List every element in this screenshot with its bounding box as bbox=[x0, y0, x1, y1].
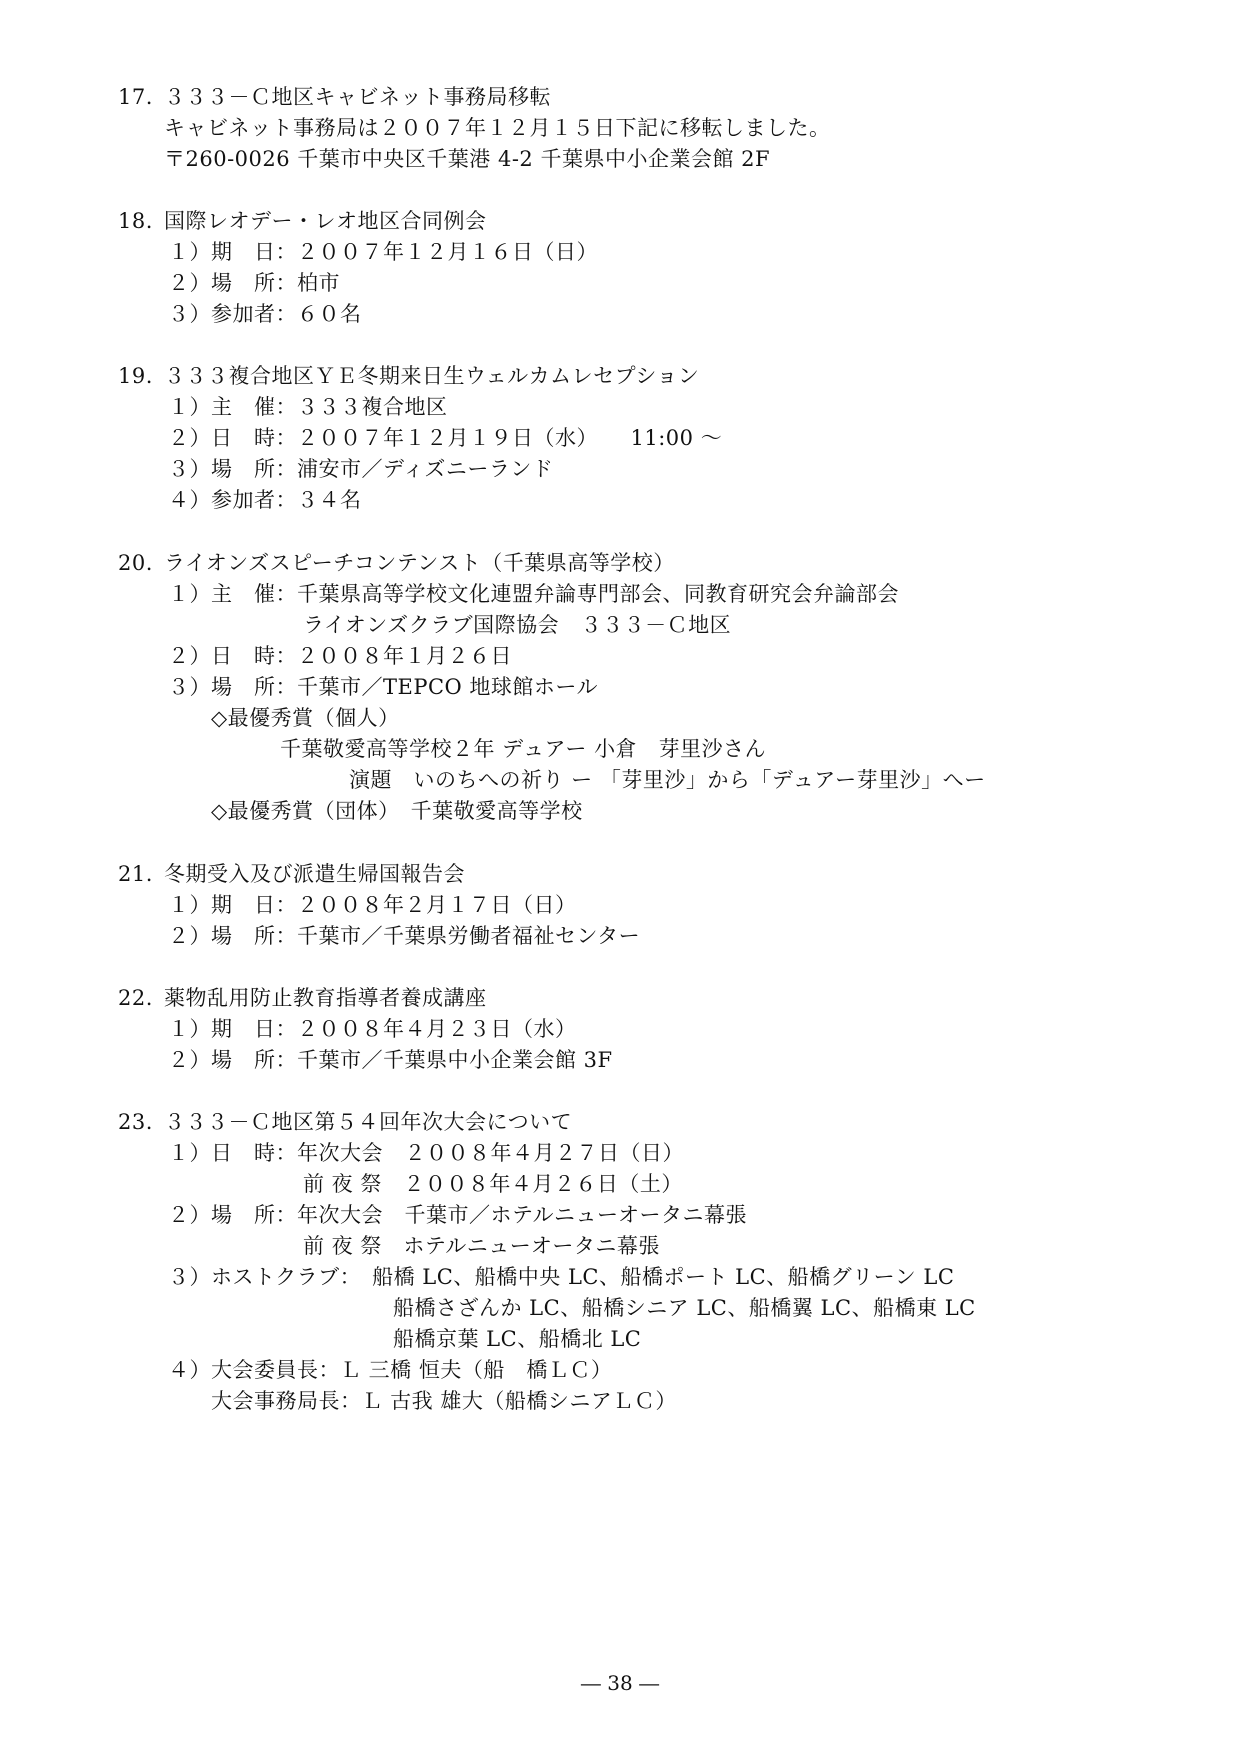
section-19-line: １）主 催：３３３複合地区 bbox=[168, 395, 448, 419]
section-20-line: ２）日 時：２００８年１月２６日 bbox=[168, 644, 512, 668]
section-23-line: 前 夜 祭 ホテルニューオータニ幕張 bbox=[303, 1234, 660, 1258]
section-18-line: ２）場 所：柏市 bbox=[168, 271, 340, 295]
section-17-line: 〒260-0026 千葉市中央区千葉港 4-2 千葉県中小企業会館 2F bbox=[164, 147, 771, 171]
section-17-title: ３３３－Ｃ地区キャビネット事務局移転 bbox=[164, 85, 551, 109]
section-23-line: 前 夜 祭 ２００８年４月２６日（土） bbox=[303, 1172, 683, 1196]
section-19-line: ２）日 時：２００７年１２月１９日（水） 11:00 ～ bbox=[168, 426, 723, 450]
section-23-host-clubs: 船橋さざんか LC、船橋シニア LC、船橋翼 LC、船橋東 LC bbox=[393, 1296, 976, 1320]
section-19-number: 19. bbox=[118, 364, 153, 388]
section-20-title: ライオンズスピーチコンテンスト（千葉県高等学校） bbox=[164, 551, 675, 575]
section-21-number: 21. bbox=[118, 862, 153, 886]
section-20-speech-title: 演題 いのちへの祈り ー 「芽里沙」から「デュアー芽里沙」へー bbox=[349, 768, 986, 792]
section-21-line: ２）場 所：千葉市／千葉県労働者福祉センター bbox=[168, 924, 641, 948]
section-23-line: ４）大会委員長：Ｌ 三橋 恒夫（船 橋ＬＣ） bbox=[168, 1358, 613, 1382]
section-20-line: １）主 催：千葉県高等学校文化連盟弁論専門部会、同教育研究会弁論部会 bbox=[168, 582, 899, 606]
section-23-line: １）日 時：年次大会 ２００８年４月２７日（日） bbox=[168, 1141, 684, 1165]
section-19-title: ３３３複合地区ＹＥ冬期来日生ウェルカムレセプション bbox=[164, 364, 700, 388]
section-17-number: 17. bbox=[118, 85, 153, 109]
section-22-number: 22. bbox=[118, 986, 153, 1010]
section-22-line: １）期 日：２００８年４月２３日（水） bbox=[168, 1017, 577, 1041]
section-21-title: 冬期受入及び派遣生帰国報告会 bbox=[164, 862, 465, 886]
section-18-title: 国際レオデー・レオ地区合同例会 bbox=[164, 209, 487, 233]
page-number: ― 38 ― bbox=[580, 1671, 660, 1695]
section-17-line: キャビネット事務局は２００７年１２月１５日下記に移転しました。 bbox=[164, 116, 831, 140]
section-23-number: 23. bbox=[118, 1110, 153, 1134]
section-20-line: ３）場 所：千葉市／TEPCO 地球館ホール bbox=[168, 675, 599, 699]
section-20-number: 20. bbox=[118, 551, 153, 575]
section-23-line: 大会事務局長：Ｌ 古我 雄大（船橋シニアＬＣ） bbox=[211, 1389, 677, 1413]
section-21-line: １）期 日：２００８年２月１７日（日） bbox=[168, 893, 577, 917]
section-19-line: ３）場 所：浦安市／ディズニーランド bbox=[168, 457, 554, 481]
section-18-line: １）期 日：２００７年１２月１６日（日） bbox=[168, 240, 598, 264]
section-20-award-heading: ◇最優秀賞（個人） bbox=[211, 706, 400, 730]
section-20-line: ライオンズクラブ国際協会 ３３３－Ｃ地区 bbox=[303, 613, 732, 637]
section-18-number: 18. bbox=[118, 209, 153, 233]
section-18-line: ３）参加者：６０名 bbox=[168, 302, 362, 326]
section-20-award-winner: 千葉敬愛高等学校２年 デュアー 小倉 芽里沙さん bbox=[280, 737, 767, 761]
section-20-award-group: ◇最優秀賞（団体） 千葉敬愛高等学校 bbox=[211, 799, 583, 823]
section-22-line: ２）場 所：千葉市／千葉県中小企業会館 3F bbox=[168, 1048, 613, 1072]
section-23-title: ３３３－Ｃ地区第５４回年次大会について bbox=[164, 1110, 573, 1134]
section-19-line: ４）参加者：３４名 bbox=[168, 488, 362, 512]
section-23-host-clubs: 船橋京葉 LC、船橋北 LC bbox=[393, 1327, 642, 1351]
section-23-line: ２）場 所：年次大会 千葉市／ホテルニューオータニ幕張 bbox=[168, 1203, 748, 1227]
section-23-host-clubs: ３）ホストクラブ： 船橋 LC、船橋中央 LC、船橋ポート LC、船橋グリーン LC bbox=[168, 1265, 955, 1289]
section-22-title: 薬物乱用防止教育指導者養成講座 bbox=[164, 986, 487, 1010]
